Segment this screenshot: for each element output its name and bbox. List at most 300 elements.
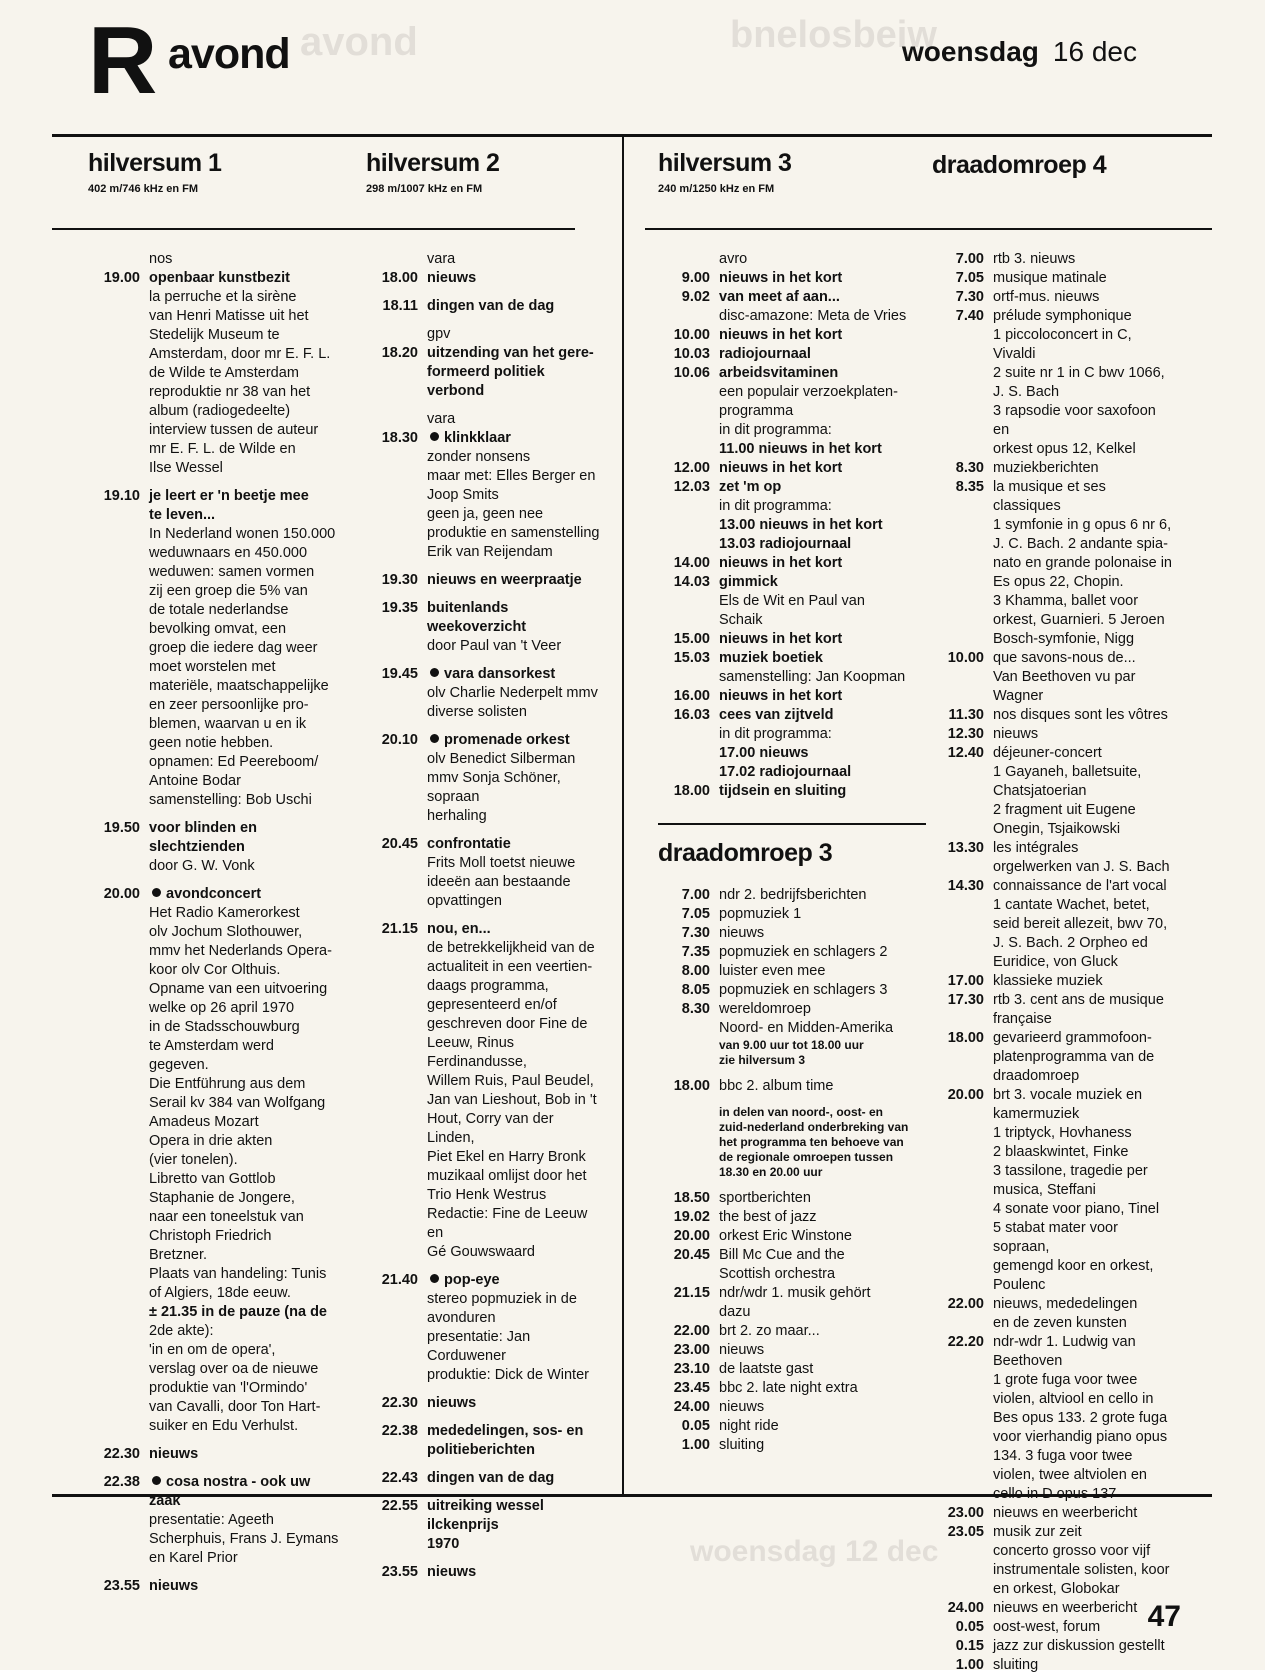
programme-label: interview tussen de auteur	[149, 422, 319, 438]
programme-time	[366, 788, 427, 807]
programme-time	[932, 326, 993, 345]
programme-time	[932, 915, 993, 934]
programme-time	[658, 1303, 719, 1322]
programme-text	[427, 599, 601, 637]
programme-label: nieuws	[719, 1342, 765, 1358]
programme-row	[932, 535, 1172, 554]
programme-label: nieuws in het kort	[719, 688, 843, 704]
programme-label: nieuws in het kort	[719, 460, 843, 476]
programme-row	[366, 637, 601, 656]
programme-label: Scherphuis, Frans J. Eymans	[149, 1531, 339, 1547]
station-frequency: 402 m/746 kHz en FM	[88, 183, 199, 195]
programme-text	[427, 1290, 601, 1309]
programme-label: produktie: Dick de Winter	[427, 1367, 589, 1383]
stereo-dot-icon	[430, 1274, 439, 1283]
programme-time: 18.00	[673, 783, 710, 799]
programme-text	[993, 1181, 1172, 1200]
programme-text	[993, 1067, 1172, 1086]
programme-row	[366, 1563, 601, 1582]
programme-time	[88, 904, 149, 923]
programme-row	[88, 1075, 356, 1094]
programme-text	[993, 1105, 1172, 1124]
programme-text	[427, 1497, 601, 1535]
programme-row	[658, 1398, 926, 1417]
programme-label: diverse solisten	[427, 704, 527, 720]
programme-label: Opera in drie akten	[149, 1133, 273, 1149]
programme-text	[427, 325, 601, 344]
programme-row	[88, 1284, 356, 1303]
programme-time	[366, 703, 427, 722]
programme-time	[366, 637, 427, 656]
programme-label: muziek boetiek	[719, 650, 823, 666]
programme-time	[88, 1303, 149, 1322]
station-header-hilversum-1	[88, 148, 356, 195]
programme-label: Het Radio Kamerorkest	[149, 905, 300, 921]
programme-time: 24.00	[947, 1600, 984, 1616]
programme-row	[932, 1485, 1172, 1504]
programme-text	[149, 696, 356, 715]
programme-time	[88, 1075, 149, 1094]
programme-time	[88, 1417, 149, 1436]
programme-label: reproduktie nr 38 van het	[149, 384, 311, 400]
programme-row	[932, 1428, 1172, 1447]
programme-time	[658, 307, 719, 326]
programme-row	[88, 402, 356, 421]
programme-text	[149, 288, 356, 307]
station-frequency: 240 m/1250 kHz en FM	[658, 183, 775, 195]
programme-row	[366, 571, 601, 590]
programme-time	[366, 505, 427, 524]
programme-time	[88, 1094, 149, 1113]
programme-time	[88, 421, 149, 440]
programme-time: 23.00	[673, 1342, 710, 1358]
programme-time: 23.55	[103, 1578, 140, 1594]
programme-row	[658, 1189, 926, 1208]
programme-text	[427, 1167, 601, 1186]
programme-time	[88, 1284, 149, 1303]
programme-time	[88, 1360, 149, 1379]
programme-text	[427, 429, 601, 448]
programme-row	[932, 1276, 1172, 1295]
programme-time	[932, 1219, 993, 1257]
programme-label: olv Charlie Nederpelt mmv	[427, 685, 598, 701]
programme-label: que savons-nous de...	[993, 650, 1136, 666]
programme-time: 23.00	[947, 1505, 984, 1521]
programme-label: maar met: Elles Berger en	[427, 468, 596, 484]
programme-time: 18.30	[381, 430, 418, 446]
programme-label: album (radiogedeelte)	[149, 403, 291, 419]
programme-time	[366, 1441, 427, 1460]
programme-label: Libretto van Gottlob	[149, 1171, 276, 1187]
programme-text	[427, 854, 601, 873]
programme-row	[658, 440, 926, 459]
programme-text	[993, 1143, 1172, 1162]
programme-text	[993, 1542, 1172, 1561]
programme-row	[932, 858, 1172, 877]
programme-time	[366, 750, 427, 769]
programme-time	[88, 1246, 149, 1265]
programme-label: ndr 2. bedrijfsberichten	[719, 887, 867, 903]
programme-label: blemen, waarvan u en ik	[149, 716, 307, 732]
programme-row	[88, 307, 356, 326]
programme-label: Piet Ekel en Harry Bronk	[427, 1149, 586, 1165]
programme-time	[932, 1409, 993, 1428]
programme-label: instrumentale solisten, koor	[993, 1562, 1170, 1578]
programme-row	[658, 307, 926, 326]
programme-time	[658, 535, 719, 554]
programme-time	[658, 725, 719, 744]
programme-label: suiker en Edu Verhulst.	[149, 1418, 299, 1434]
programme-label: brt 3. vocale muziek en	[993, 1087, 1143, 1103]
programme-row	[88, 459, 356, 478]
programme-text	[149, 904, 356, 923]
programme-row	[932, 1105, 1172, 1124]
programme-label: J. C. Bach. 2 andante spia-	[993, 536, 1168, 552]
programme-label: la perruche et la sirène	[149, 289, 297, 305]
programme-text	[719, 307, 926, 326]
programme-row	[366, 977, 601, 996]
programme-time	[366, 1186, 427, 1205]
programme-text	[427, 939, 601, 958]
programme-text	[149, 1284, 356, 1303]
programme-text	[149, 1492, 356, 1511]
programme-row	[932, 402, 1172, 440]
programme-label: sluiting	[993, 1657, 1039, 1673]
programme-label: cello in D opus 137	[993, 1486, 1117, 1502]
programme-time	[88, 734, 149, 753]
programme-text	[149, 620, 356, 639]
programme-label: slechtzienden	[149, 839, 245, 855]
programme-time: 23.10	[673, 1361, 710, 1377]
programme-label: nieuws in het kort	[719, 555, 843, 571]
programme-label: geschreven door Fine de	[427, 1016, 588, 1032]
programme-text	[993, 554, 1172, 573]
programme-text	[993, 459, 1172, 478]
programme-row	[658, 554, 926, 573]
programme-label: 3 rapsodie voor saxofoon en	[993, 403, 1156, 438]
programme-label: J. S. Bach	[993, 384, 1060, 400]
programme-text	[427, 1441, 601, 1460]
programme-row	[932, 1086, 1172, 1105]
programme-text	[427, 1535, 601, 1554]
programme-label: concerto grosso voor vijf	[993, 1543, 1151, 1559]
programme-row	[88, 734, 356, 753]
programme-time	[932, 896, 993, 915]
programme-text	[427, 524, 601, 543]
programme-time	[366, 977, 427, 996]
programme-time	[88, 658, 149, 677]
programme-time	[88, 923, 149, 942]
programme-row	[932, 1124, 1172, 1143]
programme-text	[993, 288, 1172, 307]
programme-row	[88, 999, 356, 1018]
programme-label: 134. 3 fuga voor twee	[993, 1448, 1133, 1464]
programme-label: nieuws in het kort	[719, 631, 843, 647]
programme-label: ndr-wdr 1. Ludwig van	[993, 1334, 1136, 1350]
programme-label: 13.03 radiojournaal	[719, 536, 852, 552]
programme-label: orkest, Guarnieri. 5 Jeroen	[993, 612, 1165, 628]
programme-time: 19.00	[103, 270, 140, 286]
programme-text	[719, 1303, 926, 1322]
programme-row	[932, 478, 1172, 516]
programme-time: 1.00	[955, 1657, 984, 1673]
programme-time	[932, 1067, 993, 1086]
programme-label: Scottish orchestra	[719, 1266, 836, 1282]
programme-text	[149, 1132, 356, 1151]
programme-label: 2de akte):	[149, 1323, 214, 1339]
programme-time	[932, 345, 993, 364]
programme-row	[658, 592, 926, 611]
programme-row	[366, 892, 601, 911]
programme-row	[366, 1366, 601, 1385]
programme-text	[149, 1208, 356, 1227]
programme-label: wereldomroep	[719, 1001, 811, 1017]
programme-row	[366, 1167, 601, 1186]
programme-time	[366, 467, 427, 486]
programme-text	[149, 1265, 356, 1284]
programme-time	[366, 1110, 427, 1148]
programme-text	[719, 459, 926, 478]
programme-text	[993, 1428, 1172, 1447]
programme-label: Trio Henk Westrus	[427, 1187, 547, 1203]
programme-text	[993, 877, 1172, 896]
programme-text	[149, 772, 356, 791]
programme-row	[932, 1542, 1172, 1561]
programme-row	[658, 1379, 926, 1398]
programme-text	[149, 1056, 356, 1075]
programme-label: 1 piccoloconcert in C,	[993, 327, 1132, 343]
programme-label: zuid-nederland onderbreking van	[719, 1120, 909, 1134]
programme-row	[88, 980, 356, 999]
programme-row	[88, 1360, 356, 1379]
station-name: hilversum 3	[658, 149, 792, 177]
programme-label: Frits Moll toetst nieuwe	[427, 855, 576, 871]
programme-time	[932, 668, 993, 687]
programme-text	[427, 703, 601, 722]
programme-row	[88, 1265, 356, 1284]
programme-row	[88, 904, 356, 923]
programme-label: 1 grote fuga voor twee	[993, 1372, 1138, 1388]
programme-time: 22.38	[381, 1423, 418, 1439]
programme-text	[993, 1257, 1172, 1276]
programme-text	[993, 896, 1172, 915]
programme-text	[427, 835, 601, 854]
programme-row	[88, 1094, 356, 1113]
programme-label: en zeer persoonlijke pro-	[149, 697, 309, 713]
programme-row	[658, 345, 926, 364]
programme-label: orgelwerken van J. S. Bach	[993, 859, 1170, 875]
programme-time	[932, 1143, 993, 1162]
programme-time	[366, 1167, 427, 1186]
programme-label: popmuziek 1	[719, 906, 802, 922]
programme-row	[658, 1019, 926, 1038]
programme-text	[993, 1656, 1172, 1675]
programme-text	[427, 448, 601, 467]
programme-label: van 9.00 uur tot 18.00 uur	[719, 1038, 864, 1052]
programme-time	[366, 486, 427, 505]
programme-time	[932, 1466, 993, 1485]
programme-time	[88, 364, 149, 383]
weekday-label: woensdag	[902, 36, 1039, 67]
programme-row	[366, 1034, 601, 1072]
programme-time: 14.00	[673, 555, 710, 571]
programme-row	[658, 1246, 926, 1265]
programme-row	[658, 1105, 926, 1120]
programme-row	[658, 962, 926, 981]
programme-text	[427, 1271, 601, 1290]
programme-time	[88, 250, 149, 269]
programme-time: 9.02	[681, 289, 710, 305]
programme-text	[719, 535, 926, 554]
programme-row	[88, 942, 356, 961]
programme-time: 24.00	[673, 1399, 710, 1415]
programme-text	[993, 1561, 1172, 1580]
programme-time	[366, 1091, 427, 1110]
programme-text	[149, 1037, 356, 1056]
programme-time	[932, 801, 993, 820]
programme-row	[366, 731, 601, 750]
programme-text	[993, 630, 1172, 649]
programme-text	[719, 782, 926, 801]
programme-row	[658, 1417, 926, 1436]
programme-text	[719, 1135, 926, 1150]
programme-row	[932, 440, 1172, 459]
programme-label: gpv	[427, 326, 451, 342]
programme-text	[149, 459, 356, 478]
programme-label: Erik van Reijendam	[427, 544, 553, 560]
programme-text	[993, 383, 1172, 402]
programme-time	[88, 1113, 149, 1132]
programme-time: 18.00	[381, 270, 418, 286]
programme-text	[427, 505, 601, 524]
programme-label: gevarieerd grammofoon-	[993, 1030, 1152, 1046]
programme-text	[993, 744, 1172, 763]
programme-label: opvattingen	[427, 893, 502, 909]
programme-time	[366, 1034, 427, 1072]
programme-text	[427, 1469, 601, 1488]
programme-text	[993, 839, 1172, 858]
programme-time	[932, 364, 993, 383]
programme-row	[88, 421, 356, 440]
programme-label: connaissance de l'art vocal	[993, 878, 1167, 894]
programme-label: Redactie: Fine de Leeuw en	[427, 1206, 588, 1241]
date-label: 16 dec	[1052, 36, 1137, 67]
programme-time	[88, 696, 149, 715]
programme-label: musique matinale	[993, 270, 1107, 286]
programme-label: nieuws	[993, 726, 1039, 742]
programme-text	[427, 1366, 601, 1385]
programme-label: de betrekkelijkheid van de	[427, 940, 595, 956]
programme-label: Schaik	[719, 612, 763, 628]
programme-text	[427, 873, 601, 892]
programme-label: musica, Steffani	[993, 1182, 1096, 1198]
programme-row	[366, 448, 601, 467]
programme-row	[88, 961, 356, 980]
programme-time: 14.30	[947, 878, 984, 894]
programme-time: 10.03	[673, 346, 710, 362]
programme-row	[88, 772, 356, 791]
programme-text	[993, 1314, 1172, 1333]
programme-row	[932, 307, 1172, 326]
programme-row	[658, 1436, 926, 1455]
programme-text	[993, 1485, 1172, 1504]
programme-label: groep die iedere dag weer	[149, 640, 318, 656]
station-name: draadomroep 3	[658, 839, 833, 867]
programme-row	[366, 429, 601, 448]
programme-label: nieuws	[719, 925, 765, 941]
programme-row	[658, 326, 926, 345]
programme-label: confrontatie	[427, 836, 511, 852]
programme-row	[658, 250, 926, 269]
programme-text	[719, 943, 926, 962]
programme-text	[149, 1398, 356, 1417]
programme-row	[658, 288, 926, 307]
programme-time: 9.00	[681, 270, 710, 286]
programme-label: bbc 2. album time	[719, 1078, 834, 1094]
programme-row	[88, 791, 356, 810]
programme-label: night ride	[719, 1418, 779, 1434]
programme-row	[658, 364, 926, 383]
programme-row	[88, 1037, 356, 1056]
programme-text	[427, 1243, 601, 1262]
programme-time	[932, 440, 993, 459]
programme-time	[88, 1189, 149, 1208]
programme-row	[88, 544, 356, 563]
programme-text	[993, 478, 1172, 516]
programme-label: 13.00 nieuws in het kort	[719, 517, 883, 533]
programme-text	[149, 980, 356, 999]
programme-label: materiële, maatschappelijke	[149, 678, 329, 694]
programme-row	[932, 972, 1172, 991]
programme-text	[993, 1618, 1172, 1637]
programme-label: Christoph Friedrich	[149, 1228, 272, 1244]
programme-label: formeerd politiek verbond	[427, 364, 545, 399]
programme-label: 2 blaaskwintet, Finke	[993, 1144, 1129, 1160]
programme-row	[932, 1048, 1172, 1067]
programme-row	[932, 649, 1172, 668]
programme-text	[719, 1246, 926, 1265]
programme-label: openbaar kunstbezit	[149, 270, 290, 286]
programme-label: de laatste gast	[719, 1361, 814, 1377]
programme-text	[719, 326, 926, 345]
programme-row	[658, 1077, 926, 1096]
programme-time	[88, 857, 149, 876]
programme-time	[932, 1428, 993, 1447]
programme-row	[932, 611, 1172, 630]
programme-text	[149, 791, 356, 810]
programme-row	[366, 344, 601, 363]
programme-text	[149, 506, 356, 525]
station-header-hilversum-2	[366, 148, 601, 195]
programme-time	[932, 1390, 993, 1409]
programme-time: 11.30	[948, 707, 984, 723]
programme-text	[993, 1352, 1172, 1371]
programme-row	[88, 1511, 356, 1530]
programme-row	[366, 788, 601, 807]
programme-row	[932, 1637, 1172, 1656]
programme-label: actualiteit in een veertien-	[427, 959, 593, 975]
programme-time	[932, 402, 993, 440]
programme-time	[88, 1151, 149, 1170]
programme-label: 1 Gayaneh, balletsuite,	[993, 764, 1142, 780]
programme-time: 15.03	[673, 650, 710, 666]
programme-time	[932, 1200, 993, 1219]
programme-label: cosa nostra - ook uw	[166, 1474, 311, 1490]
programme-time: 18.00	[947, 1030, 984, 1046]
programme-label: nieuws	[427, 1564, 477, 1580]
programme-text	[719, 1053, 926, 1068]
programme-row	[932, 1352, 1172, 1371]
